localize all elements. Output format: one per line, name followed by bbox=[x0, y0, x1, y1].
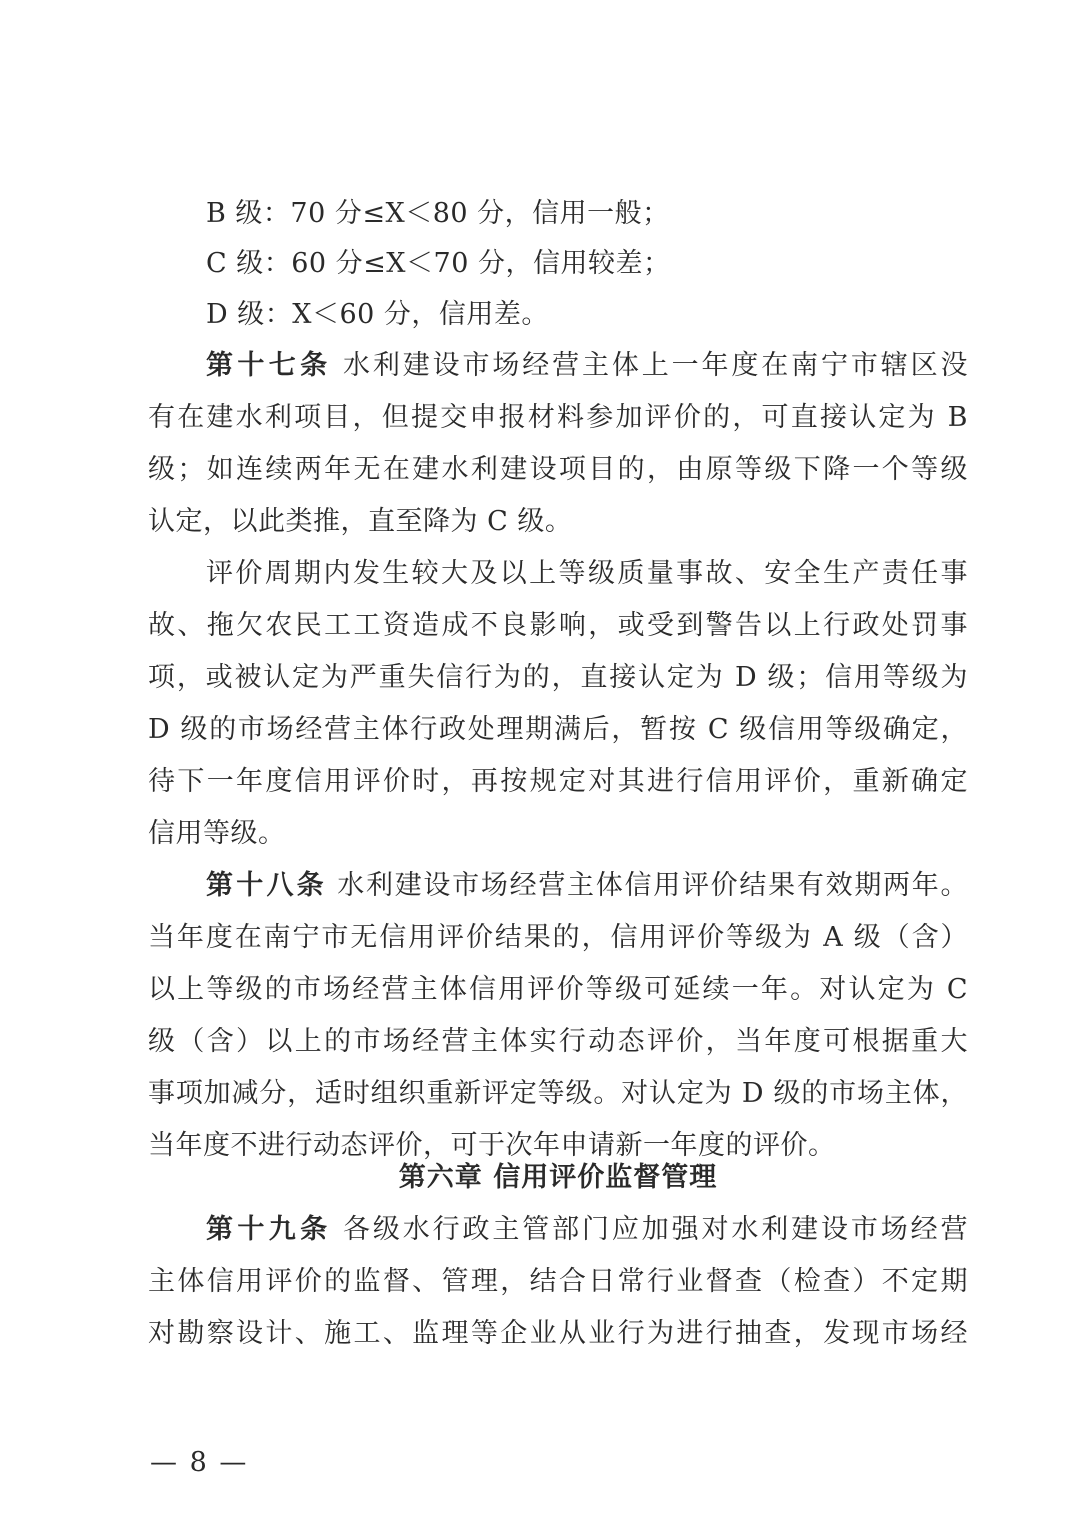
article-18-lead: 第十八条 bbox=[206, 870, 327, 901]
chapter-heading: 第六章 信用评价监督管理 bbox=[398, 1162, 718, 1193]
grade-b-line: B 级：70 分≤X＜80 分，信用一般； bbox=[206, 198, 670, 229]
paragraph-line-4: D 级的市场经营主体行政处理期满后，暂按 C 级信用等级确定， bbox=[148, 714, 968, 745]
article-17-line-3: 级；如连续两年无在建水利建设项目的，由原等级下降一个等级 bbox=[148, 454, 968, 485]
article-19-line-1: 第十九条 各级水行政主管部门应加强对水利建设市场经营 bbox=[206, 1214, 969, 1245]
paragraph-line-3: 项，或被认定为严重失信行为的，直接认定为 D 级；信用等级为 bbox=[148, 662, 968, 693]
paragraph-line-2: 故、拖欠农民工工资造成不良影响，或受到警告以上行政处罚事 bbox=[148, 610, 968, 641]
article-19-line-2: 主体信用评价的监督、管理，结合日常行业督查（检查）不定期 bbox=[148, 1266, 968, 1297]
article-18-line-1: 第十八条 水利建设市场经营主体信用评价结果有效期两年。 bbox=[206, 870, 969, 901]
article-17-line-1: 第十七条 水利建设市场经营主体上一年度在南宁市辖区没 bbox=[206, 350, 969, 381]
article-17-line-2: 有在建水利项目，但提交申报材料参加评价的，可直接认定为 B bbox=[148, 402, 968, 433]
grade-d-line: D 级：X＜60 分，信用差。 bbox=[206, 299, 549, 330]
article-18-line-2: 当年度在南宁市无信用评价结果的，信用评价等级为 A 级（含） bbox=[148, 922, 968, 953]
article-18-line-5: 事项加减分，适时组织重新评定等级。对认定为 D 级的市场主体， bbox=[148, 1078, 968, 1109]
article-17-line-4: 认定，以此类推，直至降为 C 级。 bbox=[148, 506, 573, 537]
article-18-line-6: 当年度不进行动态评价，可于次年申请新一年度的评价。 bbox=[148, 1130, 836, 1161]
article-18-line-4: 级（含）以上的市场经营主体实行动态评价，当年度可根据重大 bbox=[148, 1026, 968, 1057]
page-number: — 8 — bbox=[150, 1447, 249, 1478]
article-19-line-3: 对勘察设计、施工、监理等企业从业行为进行抽查，发现市场经 bbox=[148, 1318, 968, 1349]
paragraph-line-5: 待下一年度信用评价时，再按规定对其进行信用评价，重新确定 bbox=[148, 766, 968, 797]
article-19-lead: 第十九条 bbox=[206, 1214, 332, 1245]
paragraph-line-6: 信用等级。 bbox=[148, 818, 286, 849]
grade-c-line: C 级：60 分≤X＜70 分，信用较差； bbox=[206, 248, 671, 279]
article-18-line-3: 以上等级的市场经营主体信用评价等级可延续一年。对认定为 C bbox=[148, 974, 968, 1005]
article-17-lead: 第十七条 bbox=[206, 350, 332, 381]
paragraph-line-1: 评价周期内发生较大及以上等级质量事故、安全生产责任事 bbox=[206, 558, 968, 589]
